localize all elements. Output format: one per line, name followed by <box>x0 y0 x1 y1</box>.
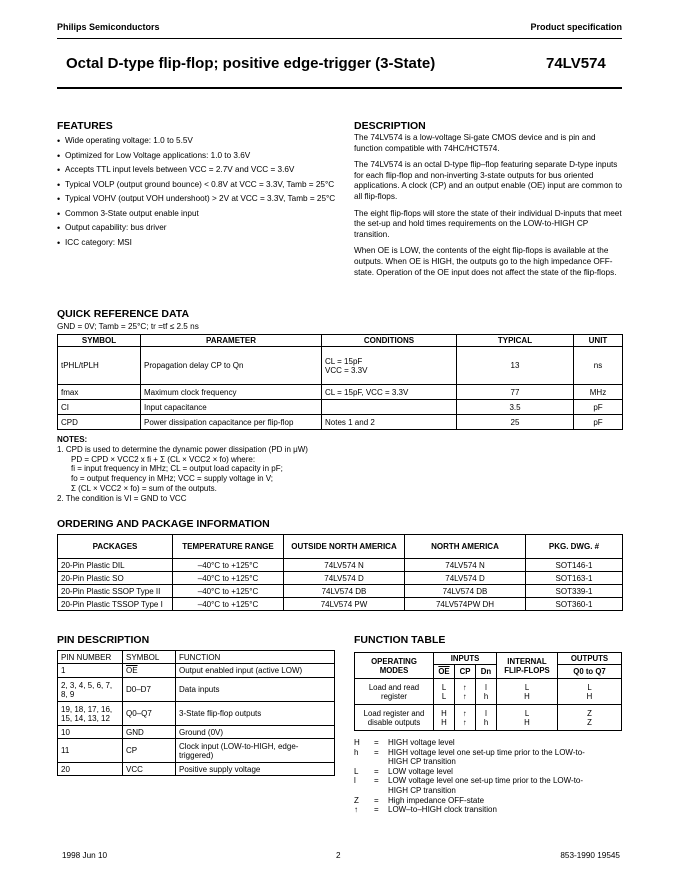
ordering-col-header: TEMPERATURE RANGE <box>173 535 284 559</box>
ordering-table <box>57 534 623 611</box>
feature-item: • Optimized for Low Voltage applications: 1.0 to 3.6V <box>57 151 337 162</box>
features-list <box>57 136 337 252</box>
pin-heading: PIN DESCRIPTION <box>57 634 150 646</box>
page-number: 2 <box>336 851 341 860</box>
title-rule <box>57 87 622 89</box>
qrd-param: Propagation delay CP to Qn <box>141 347 322 385</box>
ft-modes-header: OPERATING MODES <box>355 653 434 679</box>
feature-item: • Accepts TTL input levels between VCC = 2.7V and VCC = 3.6V <box>57 165 337 176</box>
ft-outputs-header: OUTPUTS <box>558 653 622 665</box>
ft-q-header: Q0 to Q7 <box>558 665 622 679</box>
qrd-param: Power dissipation capacitance per flip-flop <box>141 415 322 430</box>
ordering-col-header: NORTH AMERICA <box>405 535 526 559</box>
table-row <box>58 415 623 430</box>
qrd-col-header: CONDITIONS <box>322 335 457 347</box>
legend-row: l = LOW voltage level one set-up time prior to the LOW-to-HIGH CP transition <box>354 776 584 795</box>
pin-table <box>57 650 335 776</box>
qrd-cond <box>322 400 457 415</box>
table-row: 19, 18, 17, 16, 15, 14, 13, 12 Q0–Q7 3-State flip-flop outputs <box>58 702 335 726</box>
table-row <box>58 385 623 400</box>
qrd-conditions: GND = 0V; Tamb = 25°C; tr =tf ≤ 2.5 ns <box>57 322 199 331</box>
description-paragraph: When OE is LOW, the contents of the eight flip-flops is available at the outputs. When OE is HIGH, the outputs go to the high impedance OFF-state. Operation of the OE input does not affect the state of the flip-flops. <box>354 246 617 277</box>
table-row: 20-Pin Plastic TSSOP Type I –40°C to +125°C 74LV574 PW 74LV574PW DH SOT360-1 <box>58 598 623 611</box>
qrd-col-header: TYPICAL <box>457 335 574 347</box>
qrd-param: Input capacitance <box>141 400 322 415</box>
table-row: 2, 3, 4, 5, 6, 7, 8, 9 D0–D7 Data inputs <box>58 678 335 702</box>
function-legend <box>354 738 624 815</box>
qrd-unit: pF <box>574 400 623 415</box>
qrd-col-header: PARAMETER <box>141 335 322 347</box>
company-name: Philips Semiconductors <box>57 22 160 32</box>
feature-item: • Typical VOHV (output VOH undershoot) > 2V at VCC = 3.3V, Tamb = 25°C <box>57 194 337 205</box>
legend-row: h = HIGH voltage level one set-up time prior to the LOW-to-HIGH CP transition <box>354 747 585 767</box>
page-title: Octal D-type flip-flop; positive edge-trigger (3-State) <box>66 55 436 72</box>
table-row: Load and read register L L ↑ ↑ l h L H L H <box>355 679 622 705</box>
pin-col-header: SYMBOL <box>123 651 176 664</box>
feature-item: • Typical VOLP (output ground bounce) < 0.8V at VCC = 3.3V, Tamb = 25°C <box>57 180 337 191</box>
function-heading: FUNCTION TABLE <box>354 634 446 646</box>
description-paragraph: The 74LV574 is an octal D-type flip–flop featuring separate D-type inputs for each flip-flop and non-inverting 3-state outputs for bus oriented applications. A clock (CP) and an output enable (OE) input are common to all flip-flops. <box>354 160 623 201</box>
ft-internal-header: INTERNAL FLIP-FLOPS <box>497 653 558 679</box>
qrd-symbol: CPD <box>58 415 141 430</box>
doc-type: Product specification <box>530 22 622 32</box>
description-paragraph: The 74LV574 is a low-voltage Si-gate CMOS device and is pin and function compatible with 74HC/HCT574. <box>354 133 596 153</box>
qrd-notes: NOTES: 1. CPD is used to determine the dynamic power dissipation (PD in μW) PD = CPD × VCC2 x fi + Σ (CL × VCC2 × fo) where: fi = input frequency in MHz; CL = output load capacity in pF; fo = output frequency in MHz; VCC = supply voltage in V; Σ (CL × VCC2 × fo) = sum of the outputs. 2. The condition is VI = GND to VCC <box>57 435 308 503</box>
description-paragraph: The eight flip-flops will store the state of their individual D-inputs that meet the set-up and hold times requirements on the LOW-to-HIGH CP transition. <box>354 208 622 239</box>
table-row: 20 VCC Positive supply voltage <box>58 763 335 776</box>
pin-col-header: FUNCTION <box>176 651 335 664</box>
ordering-col-header: PKG. DWG. # <box>526 535 623 559</box>
qrd-symbol: tPHL/tPLH <box>58 347 141 385</box>
table-row <box>58 347 623 385</box>
ordering-heading: ORDERING AND PACKAGE INFORMATION <box>57 518 270 530</box>
table-row: 20-Pin Plastic DIL –40°C to +125°C 74LV574 N 74LV574 N SOT146-1 <box>58 559 623 572</box>
description-heading: DESCRIPTION <box>354 120 426 132</box>
ft-oe-header: $\overline{OE}$ <box>434 665 455 679</box>
qrd-param: Maximum clock frequency <box>141 385 322 400</box>
table-row: Load register and disable outputs H H ↑ ↑ l h L H Z Z <box>355 705 622 731</box>
feature-item: • Wide operating voltage: 1.0 to 5.5V <box>57 136 337 147</box>
table-row: 20-Pin Plastic SO –40°C to +125°C 74LV574 D 74LV574 D SOT163-1 <box>58 572 623 585</box>
footer-code: 853-1990 19545 <box>560 851 620 860</box>
legend-row: H = HIGH voltage level <box>354 738 455 747</box>
table-row: 10 GND Ground (0V) <box>58 726 335 739</box>
qrd-typical: 13 <box>457 347 574 385</box>
feature-item: • Common 3-State output enable input <box>57 209 337 220</box>
function-table <box>354 652 622 731</box>
qrd-cond: Notes 1 and 2 <box>322 415 457 430</box>
qrd-unit: ns <box>574 347 623 385</box>
qrd-cond: CL = 15pF VCC = 3.3V <box>322 347 457 385</box>
ordering-col-header: OUTSIDE NORTH AMERICA <box>284 535 405 559</box>
qrd-unit: MHz <box>574 385 623 400</box>
header-rule <box>57 38 622 39</box>
legend-row: ↑ = LOW–to–HIGH clock transition <box>354 805 497 815</box>
ordering-col-header: PACKAGES <box>58 535 173 559</box>
qrd-col-header: SYMBOL <box>58 335 141 347</box>
qrd-heading: QUICK REFERENCE DATA <box>57 308 190 320</box>
qrd-symbol: CI <box>58 400 141 415</box>
table-row <box>58 400 623 415</box>
qrd-typical: 77 <box>457 385 574 400</box>
qrd-table <box>57 334 623 430</box>
qrd-col-header: UNIT <box>574 335 623 347</box>
legend-row: Z = High impedance OFF-state <box>354 795 485 805</box>
table-row: 1 $\overline{OE}$ Output enabled input (active LOW) <box>58 664 335 678</box>
qrd-cond: CL = 15pF, VCC = 3.3V <box>322 385 457 400</box>
table-row: 20-Pin Plastic SSOP Type II –40°C to +125°C 74LV574 DB 74LV574 DB SOT339-1 <box>58 585 623 598</box>
legend-row: L = LOW voltage level <box>354 766 453 776</box>
pin-col-header: PIN NUMBER <box>58 651 123 664</box>
qrd-typical: 25 <box>457 415 574 430</box>
feature-item: • Output capability: bus driver <box>57 223 337 234</box>
ft-inputs-header: INPUTS <box>434 653 497 665</box>
qrd-typical: 3.5 <box>457 400 574 415</box>
ft-cp-header: CP <box>455 665 476 679</box>
description-body <box>354 133 624 284</box>
qrd-unit: pF <box>574 415 623 430</box>
footer-date: 1998 Jun 10 <box>62 851 108 860</box>
table-row: 11 CP Clock input (LOW-to-HIGH, edge-triggered) <box>58 739 335 763</box>
ft-dn-header: Dn <box>476 665 497 679</box>
features-heading: FEATURES <box>57 120 113 132</box>
feature-item: • ICC category: MSI <box>57 238 337 249</box>
qrd-symbol: fmax <box>58 385 141 400</box>
part-number: 74LV574 <box>546 55 606 72</box>
